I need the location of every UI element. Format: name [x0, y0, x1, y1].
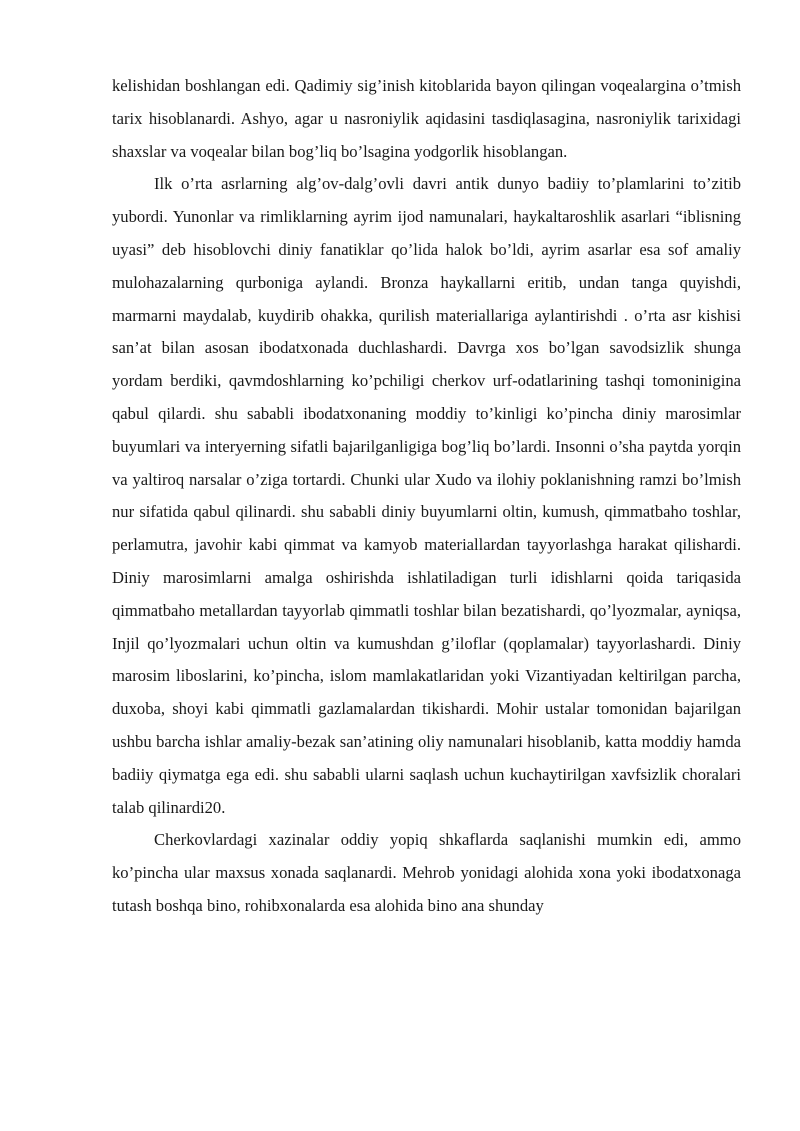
- paragraph-continuation: kelishidan boshlangan edi. Qadimiy sig’inish kitoblarida bayon qilingan voqealargina o’tmish tarix hisoblanardi. Ashyo, agar u nasroniylik aqidasini tasdiqlasagina, nasroniylik tarixidagi shaxslar va voqealar bilan bog’liq bo’lsagina yodgorlik hisoblangan.: [112, 76, 741, 161]
- paragraph-church-treasuries: Cherkovlardagi xazinalar oddiy yopiq shkaflarda saqlanishi mumkin edi, ammo ko’pincha ular maxsus xonada saqlanardi. Mehrob yonidagi alohida xona yoki ibodatxonaga tutash boshqa bino, rohibxonalarda esa alohida bino ana shunday: [112, 830, 741, 915]
- document-page: [112, 70, 741, 923]
- paragraph-early-middle-ages: Ilk o’rta asrlarning alg’ov-dalg’ovli davri antik dunyo badiiy to’plamlarini to’zitib yubordi. Yunonlar va rimliklarning ayrim ijod namunalari, haykaltaroshlik asarlari “iblisning uyasi” deb hisoblovchi diniy fanatiklar qo’lida halok bo’ldi, ayrim asarlar esa sof amaliy mulohazalarning qurboniga aylandi. Bronza haykallarni eritib, undan tanga quyishdi, marmarni maydalab, kuydirib ohakka, qurilish materiallariga aylantirishdi . o’rta asr kishisi san’at bilan asosan ibodatxonada duchlashardi. Davrga xos bo’lgan savodsizlik shunga yordam berdiki, qavmdoshlarning ko’pchiligi cherkov urf-odatlarining tashqi tomoninigina qabul qilardi. shu sababli ibodatxonaning moddiy to’kinligi ko’pincha diniy marosimlar buyumlari va interyerning sifatli bajarilganligiga bog’liq bo’lardi. Insonni o’sha paytda yorqin va yaltiroq narsalar o’ziga tortardi. Chunki ular Xudo va ilohiy poklanishning ramzi bo’lmish nur sifatida qabul qilinardi. shu sababli diniy buyumlarni oltin, kumush, qimmatbaho toshlar, perlamutra, javohir kabi qimmat va kamyob materiallardan tayyorlashga harakat qilishardi. Diniy marosimlarni amalga oshirishda ishlatiladigan turli idishlarni qoida tariqasida qimmatbaho metallardan tayyorlab qimmatli toshlar bilan bezatishardi, qo’lyozmalar, ayniqsa, Injil qo’lyozmalari uchun oltin va kumushdan g’iloflar (qoplamalar) tayyorlashardi. Diniy marosim liboslarini, ko’pincha, islom mamlakatlaridan yoki Vizantiyadan keltirilgan parcha, duxoba, shoyi kabi qimmatli gazlamalardan tikishardi. Mohir ustalar tomonidan bajarilgan ushbu barcha ishlar amaliy-bezak san’atining oliy namunalari hisoblanib, katta moddiy hamda badiiy qiymatga ega edi. shu sababli ularni saqlash uchun kuchaytirilgan xavfsizlik choralari talab qilinardi20.: [112, 174, 741, 817]
